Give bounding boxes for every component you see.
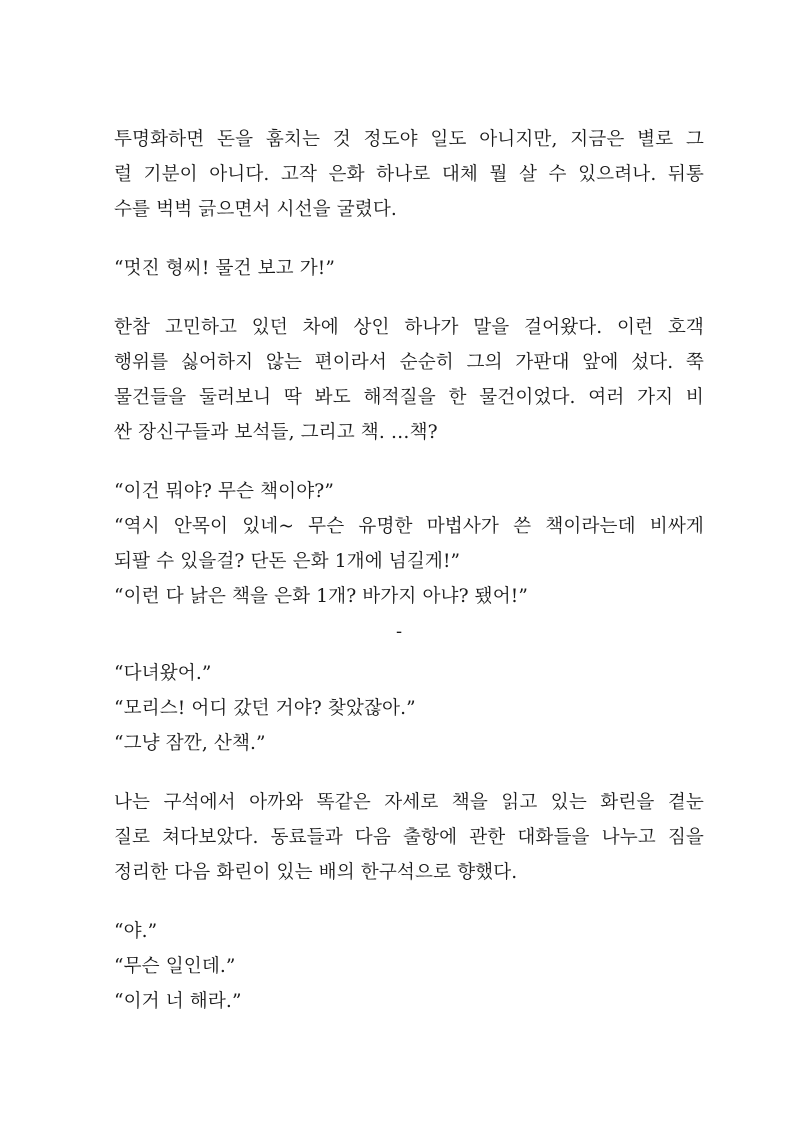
- paragraph-3-line-1: 나는 구석에서 아까와 똑같은 자세로 책을 읽고 있는 화린을 곁눈: [114, 792, 704, 813]
- scene-break-divider: -: [396, 621, 403, 642]
- dialogue-line: “멋진 형씨! 물건 보고 가!”: [114, 258, 335, 279]
- dialogue-line: “역시 안목이 있네~ 무슨 유명한 마법사가 쓴 책이라는데 비싸게: [114, 516, 704, 537]
- dialogue-line: “모리스! 어디 갔던 거야? 찾았잖아.”: [114, 698, 416, 719]
- dialogue-line: “이건 뭐야? 무슨 책이야?”: [114, 481, 334, 502]
- dialogue-line: “이거 너 해라.”: [114, 991, 242, 1012]
- paragraph-2-line-1: 한참 고민하고 있던 차에 상인 하나가 말을 걸어왔다. 이런 호객: [114, 317, 704, 338]
- dialogue-line: 되팔 수 있을걸? 단돈 은화 1개에 넘길게!”: [114, 551, 461, 572]
- paragraph-2-line-2: 행위를 싫어하지 않는 편이라서 순순히 그의 가판대 앞에 섰다. 쭉: [114, 352, 704, 373]
- dialogue-line: “야.”: [114, 921, 158, 942]
- dialogue-line: “이런 다 낡은 책을 은화 1개? 바가지 아냐? 됐어!”: [114, 586, 528, 607]
- paragraph-1-line-3: 수를 벅벅 긁으면서 시선을 굴렸다.: [114, 199, 397, 220]
- paragraph-2-line-4: 싼 장신구들과 보석들, 그리고 책. …책?: [114, 422, 438, 443]
- dialogue-line: “그냥 잠깐, 산책.”: [114, 733, 266, 754]
- paragraph-1-line-2: 럴 기분이 아니다. 고작 은화 하나로 대체 뭘 살 수 있으려나. 뒤통: [114, 164, 704, 185]
- paragraph-3-line-3: 정리한 다음 화린이 있는 배의 한구석으로 향했다.: [114, 862, 518, 883]
- paragraph-1-line-1: 투명화하면 돈을 훔치는 것 정도야 일도 아니지만, 지금은 별로 그: [114, 129, 704, 150]
- dialogue-line: “무슨 일인데.”: [114, 956, 236, 977]
- dialogue-line: “다녀왔어.”: [114, 663, 212, 684]
- paragraph-2-line-3: 물건들을 둘러보니 딱 봐도 해적질을 한 물건이었다. 여러 가지 비: [114, 387, 704, 408]
- paragraph-3-line-2: 질로 쳐다보았다. 동료들과 다음 출항에 관한 대화들을 나누고 짐을: [114, 827, 704, 848]
